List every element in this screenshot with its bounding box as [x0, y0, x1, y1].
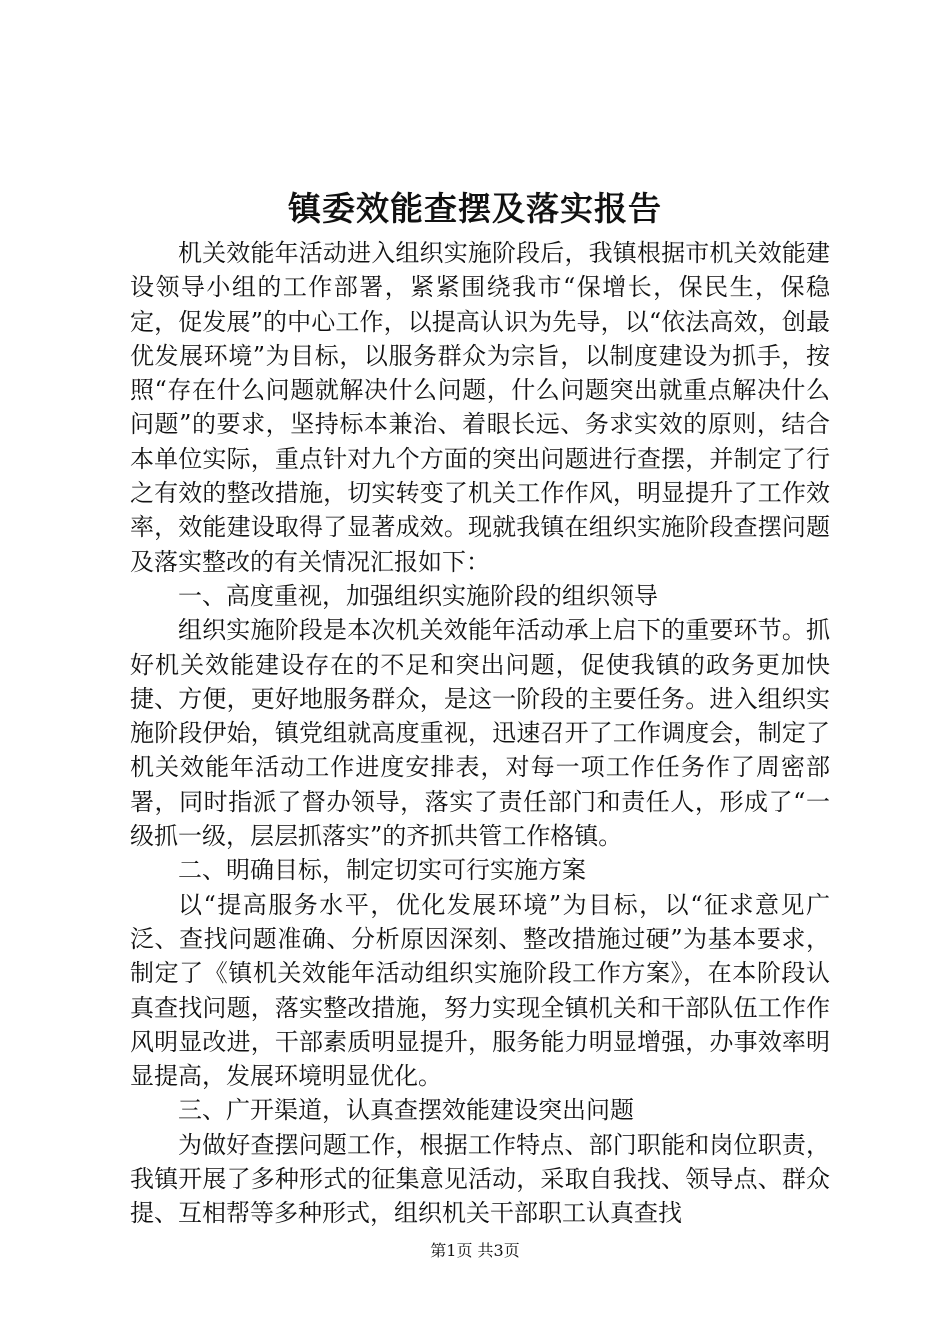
paragraph-intro: 机关效能年活动进入组织实施阶段后，我镇根据市机关效能建设领导小组的工作部署，紧紧围绕我市“保增长，保民生，保稳定，促发展”的中心工作，以提高认识为先导，以“依法高效，创最优发展环境”为目标，以服务群众为宗旨，以制度建设为抓手，按照“存在什么问题就解决什么问题，什么问题突出就重点解决什么问题”的要求，坚持标本兼治、着眼长远、务求实效的原则，结合本单位实际，重点针对九个方面的突出问题进行查摆，并制定了行之有效的整改措施，切实转变了机关工作作风，明显提升了工作效率，效能建设取得了显著成效。现就我镇在组织实施阶段查摆问题及落实整改的有关情况汇报如下： [130, 239, 830, 576]
paragraph-section-1: 组织实施阶段是本次机关效能年活动承上启下的重要环节。抓好机关效能建设存在的不足和突出问题，促使我镇的政务更加快捷、方便，更好地服务群众，是这一阶段的主要任务。进入组织实施阶段伊始，镇党组就高度重视，迅速召开了工作调度会，制定了机关效能年活动工作进度安排表，对每一项工作任务作了周密部署，同时指派了督办领导，落实了责任部门和责任人，形成了“一级抓一级，层层抓落实”的齐抓共管工作格镇。 [130, 616, 830, 851]
section-heading-3: 三、广开渠道，认真查摆效能建设突出问题 [178, 1096, 634, 1125]
paragraph-section-2: 以“提高服务水平，优化发展环境”为目标，以“征求意见广泛、查找问题准确、分析原因深刻、整改措施过硬”为基本要求，制定了《镇机关效能年活动组织实施阶段工作方案》，在本阶段认真查找问题，落实整改措施，努力实现全镇机关和干部队伍工作作风明显改进，干部素质明显提升，服务能力明显增强，办事效率明显提高，发展环境明显优化。 [130, 890, 830, 1091]
section-heading-2: 二、明确目标，制定切实可行实施方案 [178, 856, 586, 885]
document-title: 镇委效能查摆及落实报告 [288, 189, 662, 228]
document-body [130, 236, 830, 1231]
section-heading-1: 一、高度重视，加强组织实施阶段的组织领导 [178, 581, 658, 610]
paragraph-section-3: 为做好查摆问题工作，根据工作特点、部门职能和岗位职责，我镇开展了多种形式的征集意见活动，采取自我找、领导点、群众提、互相帮等多种形式，组织机关干部职工认真查找 [130, 1130, 830, 1228]
page-footer: 第1页 共3页 [430, 1241, 520, 1260]
